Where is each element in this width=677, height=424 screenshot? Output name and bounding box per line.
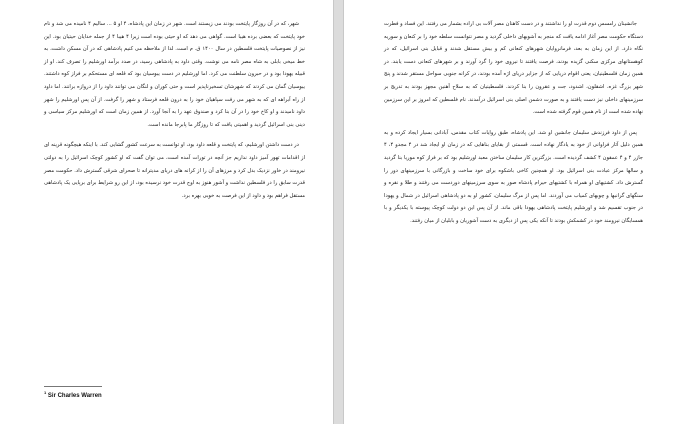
left-paragraph-2: در دست داشتن اورشلیم، که پایتخت و قلعه داود بود، او توانست به سرعت کشور گشایی کند. با اینکه هیچگونه قرینه ای از اقدامات تهور آمیز داود نداریم جز آنچه در تورات آمده است، می توان گفت که او کشور کوچک اسرائیل را به دولتی نیرومند در خاور نزدیک بدل کرد و مرزهای آن را از کرانه های دریای مدیترانه تا صحرای شرقی گسترش داد. حکومت مصر قدرت سابق را در فلسطین نداشت و آشور هنوز به اوج قدرت خود نرسیده بود، از این رو شرایط برای برپایی یک پادشاهی مستقل فراهم بود و داود از این فرصت به خوبی بهره برد. bbox=[43, 142, 305, 199]
right-paragraph-2: پس از داود فرزندش سلیمان جانشین او شد. این پادشاه، طبق روایات کتاب مقدس، آبادانی بسیار ایجاد کرده و به همین دلیل آثار فراوانی از خود به یادگار نهاده است. قسمتی از بقایای بناهایی که در زمان او ایجاد شد در ۴ مجدو ۴، ۴ جازر ۴ و ۴ عمقون ۴ کشف گردیده است. بزرگترین کار سلیمان ساختن معبد اورشلیم بود که بر فراز کوه موریا بنا گردید و سالها مرکز عبادت بنی اسرائیل بود. او همچنین کاخی باشکوه برای خود ساخت و بازرگانی با سرزمینهای دور را گسترش داد. کشتیهای او همراه با کشتیهای حیرام پادشاه صور به سوی سرزمینهای دوردست می رفتند و طلا و نقره و سنگهای گرانبها و چوبهای کمیاب می آوردند. اما پس از مرگ سلیمان، کشور او به دو پادشاهی اسرائیل در شمال و یهودا در جنوب تقسیم شد و اورشلیم پایتخت پادشاهی یهودا باقی ماند. از آن پس این دو دولت کوچک پیوسته با یکدیگر و با همسایگان نیرومند خود در کشمکش بودند تا آنکه یکی پس از دیگری به دست آشوریان و بابلیان از میان رفتند. bbox=[384, 129, 643, 224]
footnote-text: Sir Charles Warren bbox=[47, 393, 102, 399]
left-paragraph-1: شهر، که در آن روزگار پایتخت بودند می زیستند است. شهر در زمان این پادشاه، ۴ او ۵ ... سالیم ۴ نامیده می شد و نام خود پایتخت که بعضی برده هیبا است. گواهی می دهد که او حیثی بوده است زیرا ۴ هیبا ۴ از جمله خدایان حیتیان بود. این نیز از نصوصیات پایتخت فلسطین در سال ۱۴۰۰ ق. م است. لذا از ملاحظه می کنیم پادشاهی که در آن مسکن داشت، به خط میخی بابلی به شاه مصر نامه می نوشت. وقتی داود به پادشاهی رسید، در صدد برآمد اورشلیم را تصرف کند. او از قبیله یهودا بود و در حبرون سلطنت می کرد. اما اورشلیم در دست یبوسیان بود که قلعه ای مستحکم بر فراز کوه داشتند. یبوسیان گمان می کردند که شهرشان تسخیرناپذیر است و حتی کوران و لنگان می توانند داود را از دروازه برانند. اما داود از راه آبراهه ای که به شهر می رفت سپاهیان خود را به درون قلعه فرستاد و شهر را گرفت. از آن پس اورشلیم را شهر داود نامیدند و او کاخ خود را در آن بنا کرد و صندوق عهد را به آنجا آورد. از همین زمان است که اورشلیم مرکز سیاسی و دینی بنی اسرائیل گردید و اهمیتی یافت که تا روزگار ما پابرجا مانده است. bbox=[44, 21, 305, 128]
left-page-body bbox=[44, 18, 305, 210]
right-paragraph-1: جانشینان رامسس دوم قدرت او را نداشتند و در دست کاهنان مصر آلات بی اراده بشمار می رفتند. این فساد و فطرت دستگاه حکومت مصر آغاز ادامه یافت که منجر به آشوبهای داخلی گردید و مصر نتوانست سلطه خود را بر کنعان و سوریه نگاه دارد. از این زمان به بعد، فرمانروایان شهرهای کنعانی کم و بیش مستقل شدند و قبایل بنی اسرائیل، که در کوهستانهای مرکزی سکنی گزیده بودند، فرصت یافتند تا نیروی خود را گرد آورند و بر شهرهای کنعانی دست یابند. در همین زمان فلسطینیان، یعنی اقوام دریایی که از جزایر دریای اژه آمده بودند، در کرانه جنوبی سواحل مستقر شدند و پنج شهر بزرگ غزه، اشقلون، اشدود، جت و عقرون را بنا کردند. فلسطینیان که به سلاح آهنین مجهز بودند به تدریج بر سرزمینهای داخلی نیز دست یافتند و به صورت دشمن اصلی بنی اسرائیل درآمدند. نام فلسطین که امروز بر این سرزمین نهاده شده است از نام همین قوم گرفته شده است. bbox=[384, 21, 643, 116]
right-page-body bbox=[384, 18, 643, 236]
footnote-separator bbox=[44, 386, 102, 387]
left-page bbox=[0, 0, 334, 424]
footnote-number: 1 bbox=[44, 390, 47, 395]
footnote bbox=[44, 390, 102, 399]
right-page bbox=[343, 0, 677, 424]
